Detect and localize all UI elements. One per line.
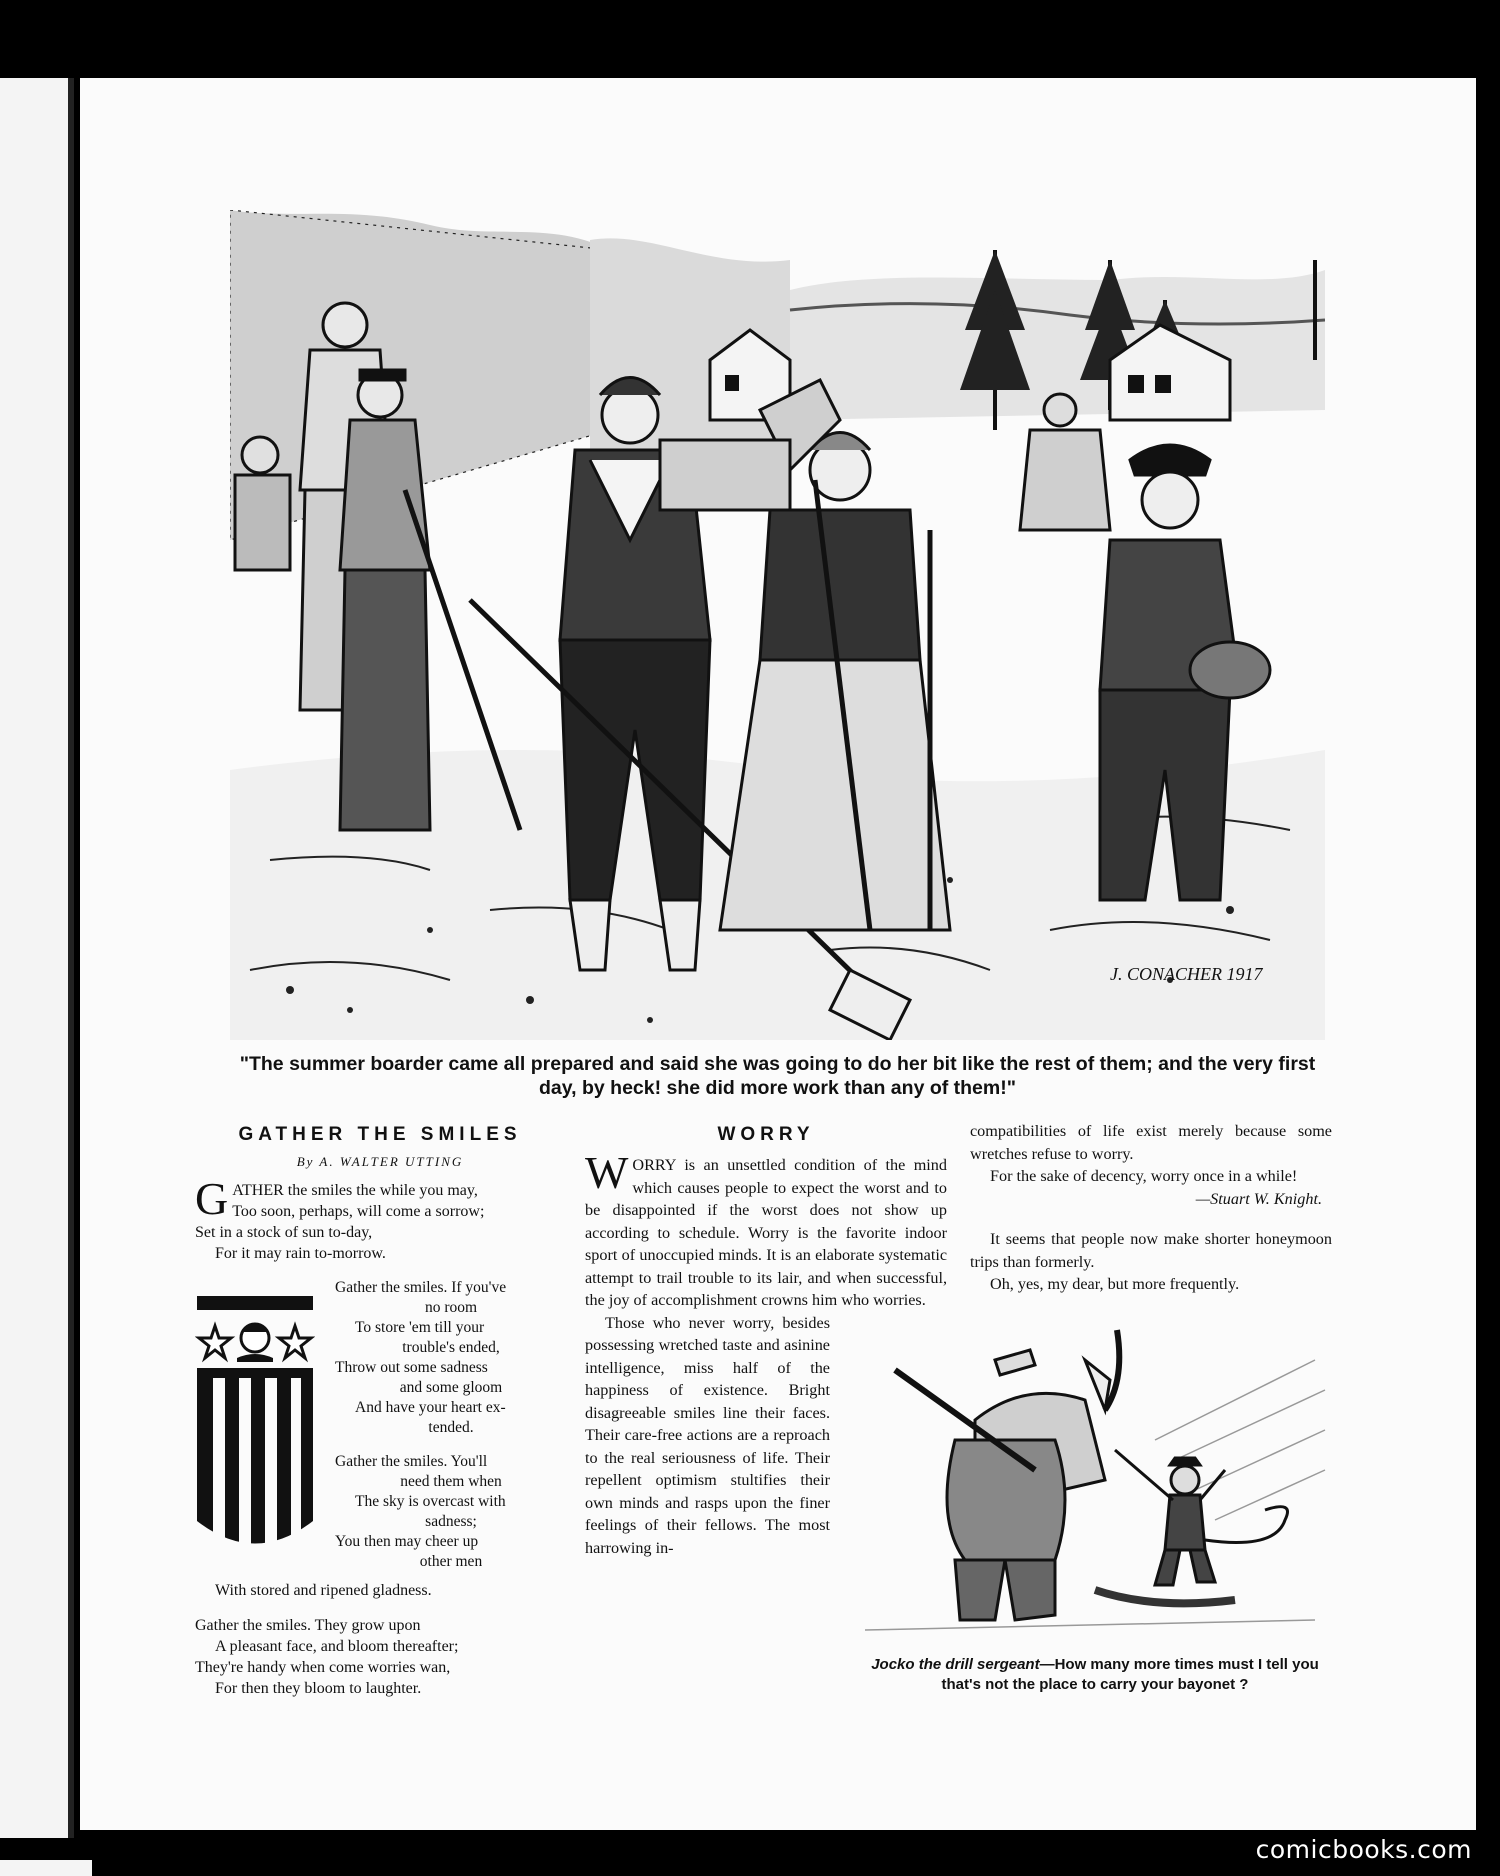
poem-stanza-4-line-4: For then they bloom to laughter. <box>215 1680 422 1697</box>
corner-tab <box>0 1860 92 1876</box>
illustration-signature: J. CONACHER 1917 <box>1110 964 1263 984</box>
left-page-edge <box>0 78 70 1838</box>
worry-continued <box>970 1120 1332 1296</box>
site-watermark: comicbooks.com <box>1255 1835 1472 1864</box>
cartoon-caption <box>855 1655 1335 1695</box>
page-gutter <box>68 78 74 1838</box>
cartoon-caption-text: —How many more times must I tell you that's not the place to carry your bayonet ? <box>941 1656 1319 1693</box>
worry-dropcap: W <box>585 1147 629 1198</box>
poem-line-3: Set in a stock of sun to-day, <box>195 1224 373 1241</box>
poem-line-4: For it may rain to-morrow. <box>215 1245 386 1262</box>
poem-stanzas <box>335 1278 567 1586</box>
poem-stanza-2: Gather the smiles. If you've no room To store 'em till your trouble's ended, Throw out some sadness and some gloom And have your heart ex- tended. <box>335 1279 507 1436</box>
poem-line-2: Too soon, perhaps, will come a sorrow; <box>232 1203 485 1220</box>
worry-paragraph-1: WORRY is an unsettled condition of the mind which causes people to expect the worst and to be disappointed if the worst does not show up according to schedule. Worry is the favorite indoor sport of unoccupied minds. It is an elaborate systematic attempt to trail trouble to its lair, and when successful, the joy of accomplishment crowns him who worries. <box>585 1147 947 1309</box>
worry-paragraph-4: For the sake of decency, worry once in a while! <box>990 1167 1298 1185</box>
flag-shield-icon <box>195 1296 315 1556</box>
joke-line-2: Oh, yes, my dear, but more frequently. <box>990 1275 1240 1293</box>
right-column <box>970 1120 1332 1296</box>
worry-title: WORRY <box>717 1124 815 1145</box>
poem-title: GATHER THE SMILES <box>238 1124 522 1145</box>
poem-column <box>195 1120 565 1699</box>
poem-stanza-3: Gather the smiles. You'll need them when The sky is overcast with sadness; You then may cheer up other men <box>335 1453 506 1570</box>
rhino-monkey-cartoon <box>855 1320 1335 1645</box>
poem-line-1: GATHER the smiles the while you may, <box>195 1173 478 1224</box>
poem-stanza-4-line-2: A pleasant face, and bloom thereafter; <box>215 1638 459 1655</box>
poem-dropcap: G <box>195 1173 229 1224</box>
worry-paragraph-2: Those who never worry, besides possessing wretched taste and asinine intelligence, miss half of the happiness of existence. Bright disagreeable smiles line their faces. Their care-free actions are a reproach to the real seriousness of life. Their repellent optimism stultifies their own minds and rasps upon the finer feelings of their fellows. The most harrowing in- <box>585 1313 830 1557</box>
poem-byline: By A. WALTER UTTING <box>296 1154 464 1169</box>
worry-author: —Stuart W. Knight. <box>1195 1189 1322 1208</box>
joke-line-1: It seems that people now make shorter honeymoon trips than formerly. <box>970 1230 1332 1271</box>
poem-shield-section <box>195 1278 565 1588</box>
poem-stanza-4-line-1: Gather the smiles. They grow upon <box>195 1617 421 1634</box>
worry-paragraph-3: compatibilities of life exist merely because some wretches refuse to worry. <box>970 1122 1332 1163</box>
cartoon-caption-italic: Jocko the drill sergeant <box>871 1656 1040 1673</box>
illustration-caption: "The summer boarder came all prepared and said she was going to do her bit like the rest of them; and the very first day, by heck! she did more work than any of them!" <box>239 1053 1316 1099</box>
farm-work-illustration <box>230 210 1325 1040</box>
poem-stanza-3-last-line: With stored and ripened gladness. <box>215 1582 432 1599</box>
poem-stanza-4-line-3: They're handy when come worries wan, <box>195 1659 451 1676</box>
